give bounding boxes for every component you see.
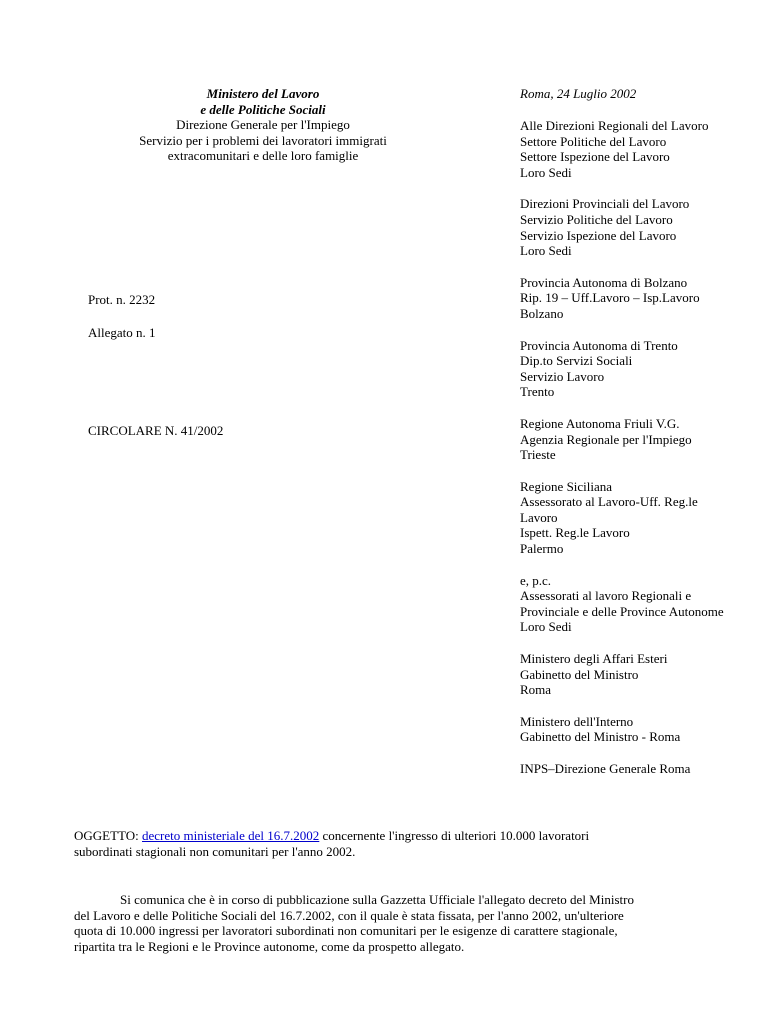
body-line3: quota di 10.000 ingressi per lavoratori subordinati non comunitari per le esigenze di carattere stagionale,: [74, 923, 618, 939]
ministry-name-line1: Ministero del Lavoro: [206, 86, 320, 101]
recipient-group: [520, 275, 760, 322]
recipient-line: Assessorati al lavoro Regionali e: [520, 588, 692, 604]
recipient-group: [520, 196, 760, 258]
recipient-group: [520, 714, 760, 745]
direzione-generale: Direzione Generale per l'Impiego: [176, 117, 350, 133]
recipient-line: Assessorato al Lavoro-Uff. Reg.le: [520, 494, 698, 510]
recipient-line: Gabinetto del Ministro: [520, 666, 639, 682]
subject-text: concernente l'ingresso di ulteriori 10.000 lavoratori: [319, 828, 590, 843]
recipient-line: Provincia Autonoma di Bolzano: [520, 274, 688, 290]
recipient-line: Provinciale e delle Province Autonome: [520, 603, 724, 619]
recipient-line: Regione Autonoma Friuli V.G.: [520, 415, 680, 431]
recipient-group: [520, 761, 760, 777]
circular-number: CIRCOLARE N. 41/2002: [88, 423, 224, 438]
recipient-line: Lavoro: [520, 509, 558, 525]
recipient-line: Agenzia Regionale per l'Impiego: [520, 431, 692, 447]
recipient-line: Provincia Autonoma di Trento: [520, 337, 678, 353]
recipient-group: [520, 651, 760, 698]
recipients-list: [520, 118, 760, 793]
recipient-group: [520, 573, 760, 635]
recipient-line: Trento: [520, 384, 555, 400]
recipient-group: [520, 416, 760, 463]
recipient-group: [520, 479, 760, 557]
recipient-group: [520, 118, 760, 180]
recipient-line: Ministero dell'Interno: [520, 713, 634, 729]
recipient-line: Servizio Politiche del Lavoro: [520, 211, 673, 227]
recipient-line: Bolzano: [520, 305, 564, 321]
recipient-line: Alle Direzioni Regionali del Lavoro: [520, 118, 709, 133]
recipient-line: INPS–Direzione Generale Roma: [520, 761, 691, 776]
ministry-letterhead: [88, 86, 438, 164]
recipient-line: Loro Sedi: [520, 619, 572, 635]
recipient-group: [520, 338, 760, 400]
recipient-line: Gabinetto del Ministro - Roma: [520, 729, 681, 745]
subject-label: OGGETTO:: [74, 828, 143, 843]
recipient-line: Regione Siciliana: [520, 478, 613, 494]
recipient-line: e, p.c.: [520, 572, 552, 588]
subject-line2: subordinati stagionali non comunitari per l'anno 2002.: [74, 843, 356, 859]
body-paragraph: [74, 892, 694, 954]
servizio-line1: Servizio per i problemi dei lavoratori immigrati: [139, 132, 387, 148]
servizio-line2: extracomunitari e delle loro famiglie: [167, 148, 359, 164]
recipient-line: Rip. 19 – Uff.Lavoro – Isp.Lavoro: [520, 290, 700, 306]
recipient-line: Palermo: [520, 541, 564, 557]
recipient-line: Loro Sedi: [520, 164, 572, 180]
document-date: Roma, 24 Luglio 2002: [520, 86, 637, 101]
recipient-line: Roma: [520, 682, 552, 698]
recipient-line: Direzioni Provinciali del Lavoro: [520, 196, 690, 212]
recipient-line: Ministero degli Affari Esteri: [520, 651, 668, 667]
body-line2: del Lavoro e delle Politiche Sociali del 16.7.2002, con il quale è stata fissata, per l'anno 2002, un'ulteriore: [74, 907, 624, 923]
body-line1: Si comunica che è in corso di pubblicazione sulla Gazzetta Ufficiale l'allegato decreto del Ministro: [120, 892, 634, 907]
recipient-line: Loro Sedi: [520, 243, 572, 259]
body-line4: ripartita tra le Regioni e le Province autonome, come da prospetto allegato.: [74, 938, 465, 954]
protocol-number: Prot. n. 2232: [88, 292, 156, 307]
recipient-line: Servizio Lavoro: [520, 368, 605, 384]
recipient-line: Ispett. Reg.le Lavoro: [520, 525, 630, 541]
recipient-line: Dip.to Servizi Sociali: [520, 353, 633, 369]
recipient-line: Settore Politiche del Lavoro: [520, 133, 667, 149]
attachment-number: Allegato n. 1: [88, 325, 156, 340]
decree-link[interactable]: decreto ministeriale del 16.7.2002: [142, 828, 320, 843]
recipient-line: Trieste: [520, 447, 556, 463]
recipient-line: Settore Ispezione del Lavoro: [520, 149, 670, 165]
ministry-name-line2: e delle Politiche Sociali: [200, 101, 326, 117]
subject-block: [74, 828, 694, 859]
recipient-line: Servizio Ispezione del Lavoro: [520, 227, 677, 243]
